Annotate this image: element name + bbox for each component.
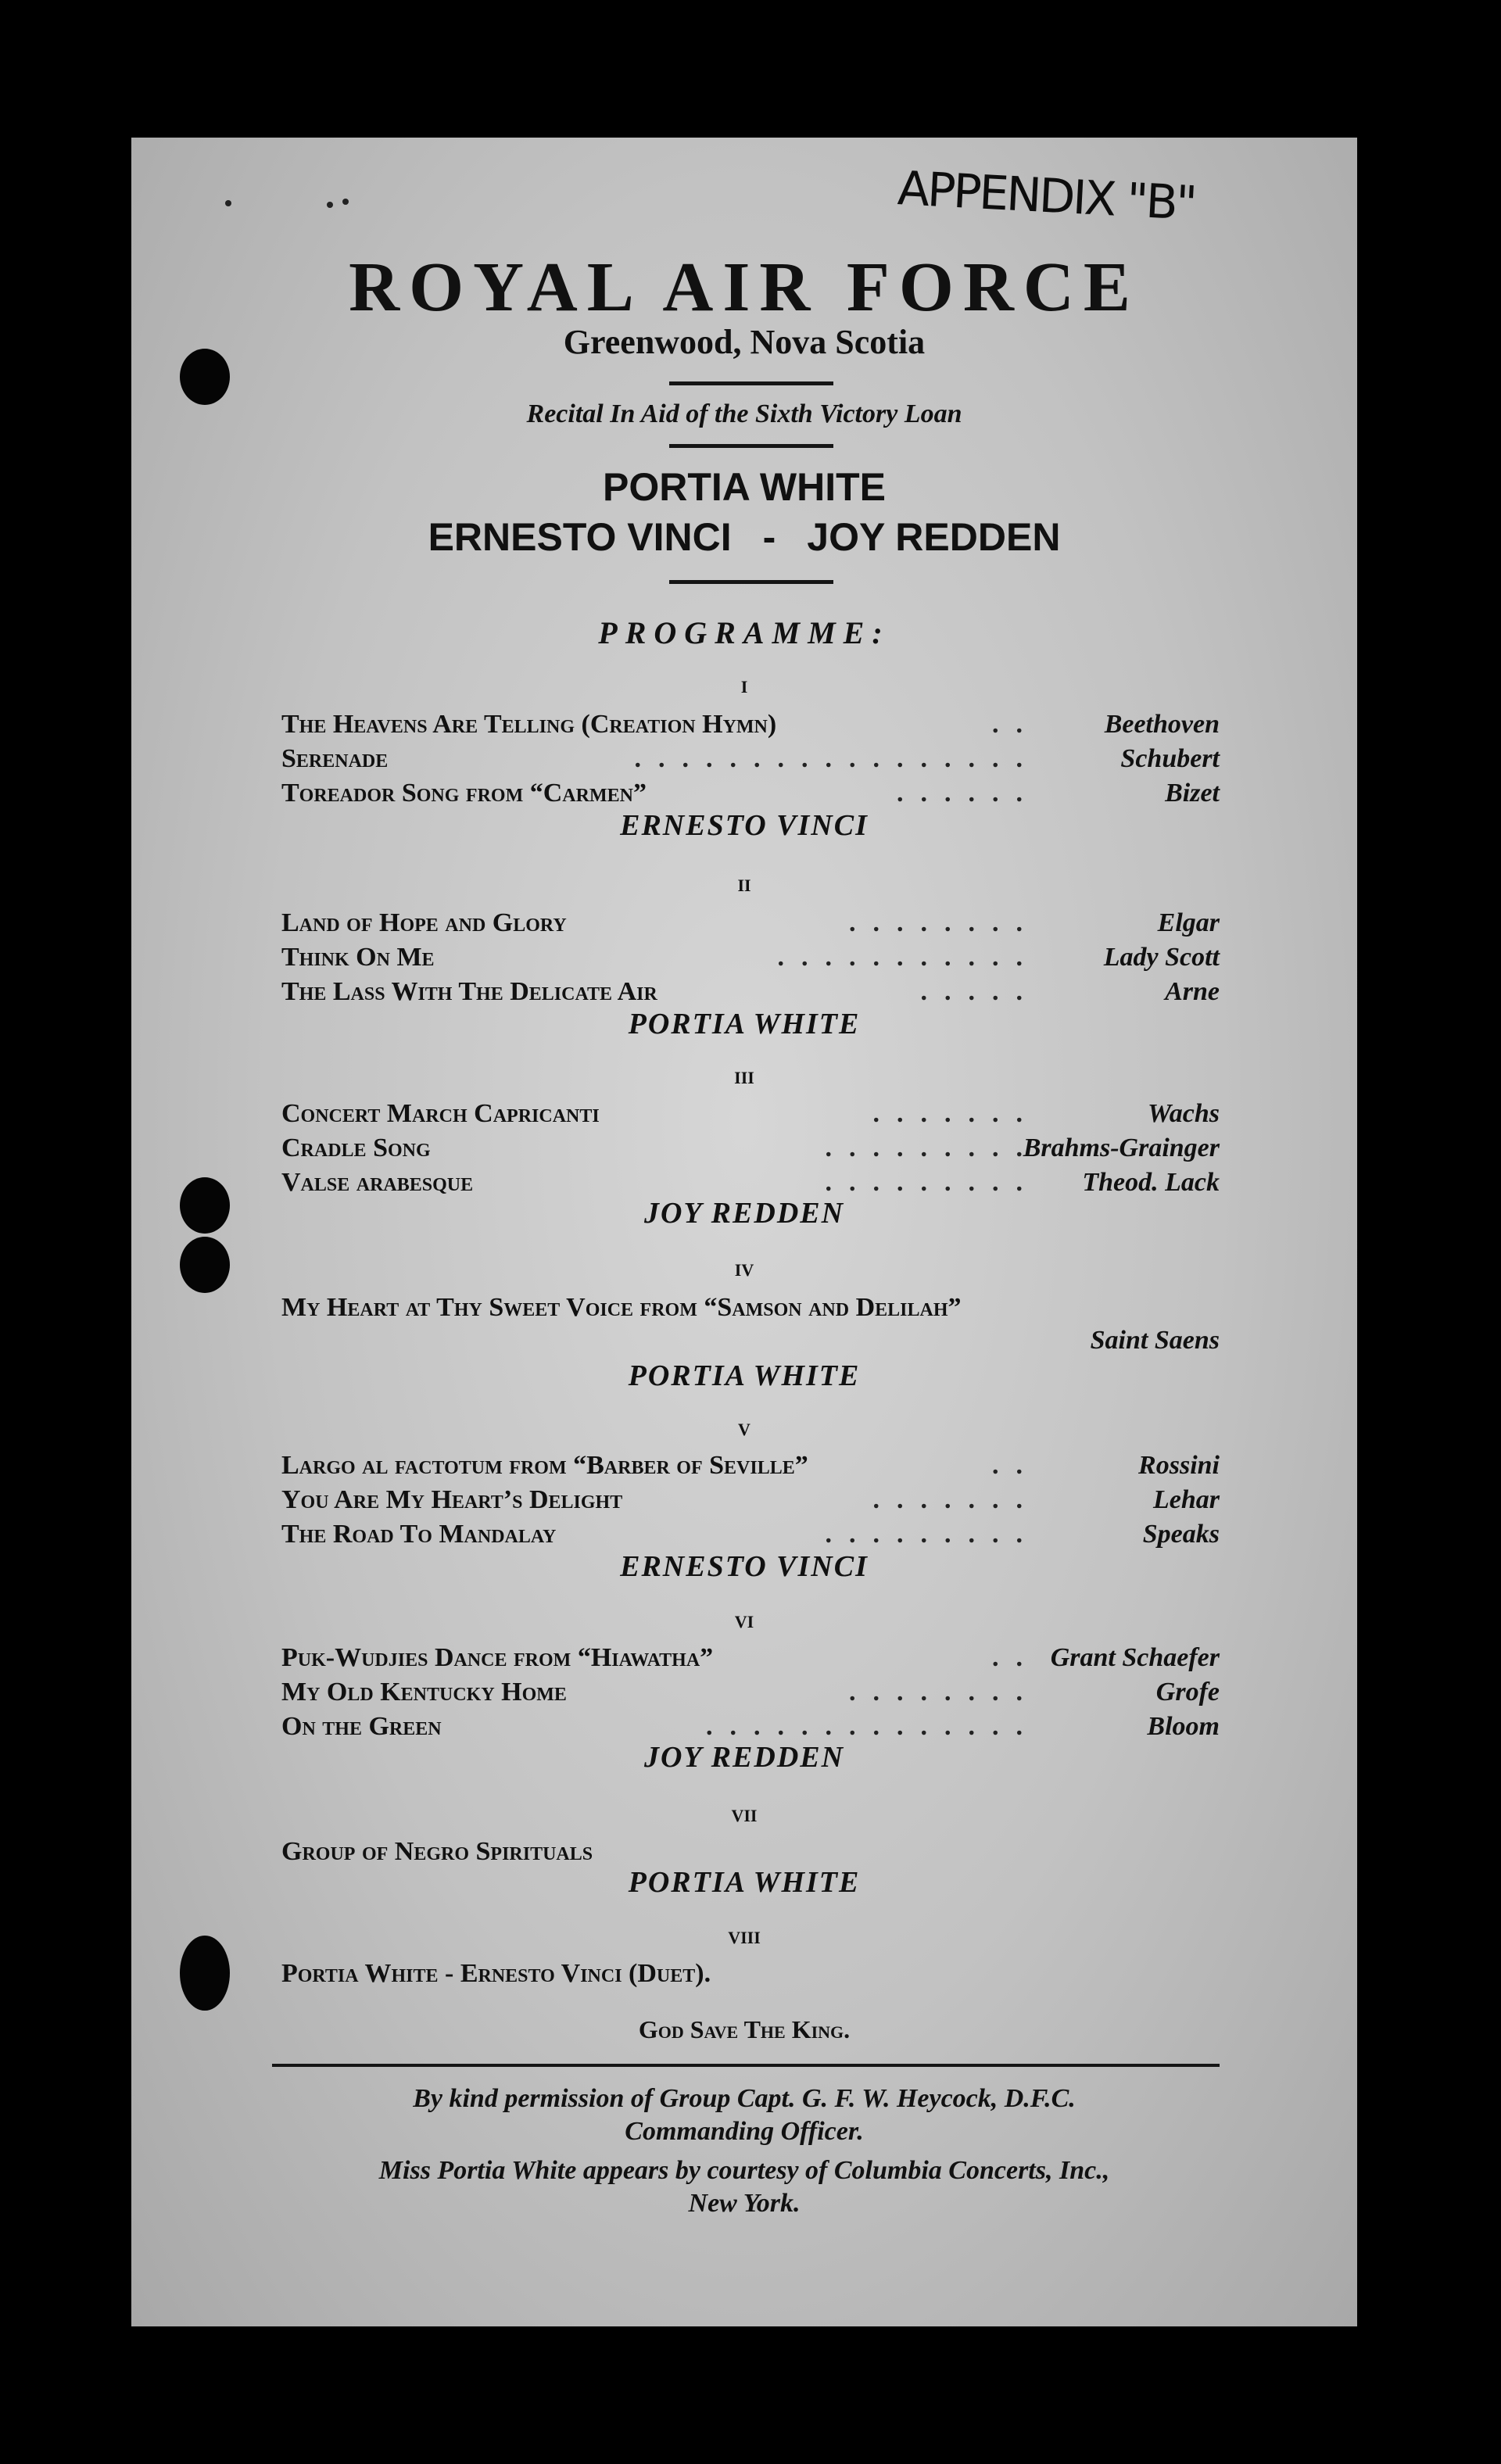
supporting-artists xyxy=(131,514,1357,560)
page-title: ROYAL AIR FORCE xyxy=(349,249,1140,326)
programme-item xyxy=(281,1959,1220,1993)
composer: Theod. Lack xyxy=(1082,1168,1220,1197)
piece-title: The Heavens Are Telling (Creation Hymn) xyxy=(281,710,777,739)
programme-item xyxy=(281,1293,1220,1327)
ink-speck xyxy=(327,202,333,208)
footer-city: New York. xyxy=(688,2189,801,2218)
leader-dots: ......... xyxy=(825,1134,1040,1162)
section-numeral: VI xyxy=(734,1612,754,1631)
section-numeral: I xyxy=(740,677,748,697)
programme-item xyxy=(281,1134,1220,1168)
divider xyxy=(669,381,833,385)
piece-title: Think On Me xyxy=(281,943,435,972)
piece-title: Land of Hope and Glory xyxy=(281,908,567,937)
composer: Saint Saens xyxy=(1090,1326,1220,1355)
leader-dots: ........ xyxy=(849,1678,1040,1707)
programme-item xyxy=(281,943,1220,977)
piece-title: My Heart at Thy Sweet Voice from “Samson and Delilah” xyxy=(281,1293,962,1322)
programme-item xyxy=(281,710,1220,744)
artist-name: ERNESTO VINCI xyxy=(428,515,732,559)
composer: Bloom xyxy=(1147,1712,1220,1741)
composer: Elgar xyxy=(1157,908,1220,937)
composer: Wachs xyxy=(1148,1099,1220,1128)
leader-dots: ..... xyxy=(920,977,1040,1006)
programme-item xyxy=(281,1326,1220,1360)
piece-title: Portia White - Ernesto Vinci (Duet). xyxy=(281,1959,711,1988)
leader-dots: ........... xyxy=(777,943,1040,972)
divider xyxy=(669,580,833,584)
piece-title: Serenade xyxy=(281,744,389,773)
piece-title: On the Green xyxy=(281,1712,442,1741)
ink-speck xyxy=(225,200,231,206)
composer: Bizet xyxy=(1165,779,1220,808)
composer: Lady Scott xyxy=(1103,943,1220,972)
recital-line: Recital In Aid of the Sixth Victory Loan xyxy=(526,399,962,428)
composer: Lehar xyxy=(1153,1485,1220,1514)
section-numeral: III xyxy=(734,1068,754,1087)
piece-title: You Are My Heart’s Delight xyxy=(281,1485,623,1514)
headline-artist: PORTIA WHITE xyxy=(602,465,886,509)
composer: Rossini xyxy=(1138,1451,1220,1480)
composer: Grant Schaefer xyxy=(1050,1643,1220,1672)
leader-dots: ................. xyxy=(634,744,1040,773)
composer: Grofe xyxy=(1155,1678,1220,1707)
composer: Brahms-Grainger xyxy=(1023,1134,1220,1162)
composer: Arne xyxy=(1165,977,1220,1006)
composer: Speaks xyxy=(1142,1520,1220,1549)
location: Greenwood, Nova Scotia xyxy=(563,323,926,361)
composer: Beethoven xyxy=(1104,710,1220,739)
leader-dots: ....... xyxy=(872,1099,1040,1128)
leader-dots: ......... xyxy=(825,1168,1040,1197)
programme-item xyxy=(281,1099,1220,1134)
footer-permission: By kind permission of Group Capt. G. F. W. Heycock, D.F.C. xyxy=(413,2084,1076,2113)
leader-dots: ....... xyxy=(872,1485,1040,1514)
programme-item xyxy=(281,1451,1220,1485)
piece-title: Puk-Wudjies Dance from “Hiawatha” xyxy=(281,1643,714,1672)
performer-name: JOY REDDEN xyxy=(643,1741,845,1774)
piece-title: Concert March Capricanti xyxy=(281,1099,600,1128)
leader-dots: .. xyxy=(992,710,1040,739)
closing-anthem: God Save The King. xyxy=(638,2015,851,2043)
section-numeral: VII xyxy=(731,1806,758,1825)
leader-dots: ...... xyxy=(897,779,1040,808)
performer-name: ERNESTO VINCI xyxy=(620,809,869,842)
section-numeral: II xyxy=(737,876,751,895)
section-numeral: IV xyxy=(734,1260,754,1280)
piece-title: The Lass With The Delicate Air xyxy=(281,977,657,1006)
piece-title: Toreador Song from “Carmen” xyxy=(281,779,647,808)
ink-speck xyxy=(342,199,349,205)
performer-name: PORTIA WHITE xyxy=(628,1359,861,1392)
programme-heading: PROGRAMME: xyxy=(598,615,890,650)
programme-item xyxy=(281,744,1220,779)
footer-divider xyxy=(272,2064,1220,2067)
programme-item xyxy=(281,1678,1220,1712)
artist-separator: - xyxy=(762,515,776,559)
programme-item xyxy=(281,908,1220,943)
composer: Schubert xyxy=(1120,744,1220,773)
piece-title: Group of Negro Spirituals xyxy=(281,1837,593,1866)
piece-title: Largo al factotum from “Barber of Seville” xyxy=(281,1451,808,1480)
performer-name: PORTIA WHITE xyxy=(628,1866,861,1899)
leader-dots: .. xyxy=(992,1643,1040,1672)
programme-item xyxy=(281,1485,1220,1520)
section-numeral: VIII xyxy=(728,1928,761,1947)
footer-courtesy: Miss Portia White appears by courtesy of Columbia Concerts, Inc., xyxy=(378,2156,1110,2185)
section-numeral: V xyxy=(738,1420,750,1439)
piece-title: The Road To Mandalay xyxy=(281,1520,557,1549)
programme-page xyxy=(131,138,1357,2326)
performer-name: ERNESTO VINCI xyxy=(620,1550,869,1583)
performer-name: PORTIA WHITE xyxy=(628,1008,861,1040)
programme-item xyxy=(281,1643,1220,1678)
piece-title: Valse arabesque xyxy=(281,1168,474,1197)
artist-name: JOY REDDEN xyxy=(807,515,1061,559)
leader-dots: .. xyxy=(992,1451,1040,1480)
piece-title: Cradle Song xyxy=(281,1134,431,1162)
leader-dots: .............. xyxy=(706,1712,1040,1741)
leader-dots: ........ xyxy=(849,908,1040,937)
footer-officer: Commanding Officer. xyxy=(625,2117,864,2146)
divider xyxy=(669,444,833,448)
piece-title: My Old Kentucky Home xyxy=(281,1678,567,1707)
handwritten-annotation: APPENDIX "B" xyxy=(896,161,1197,231)
performer-name: JOY REDDEN xyxy=(643,1197,845,1230)
leader-dots: ......... xyxy=(825,1520,1040,1549)
